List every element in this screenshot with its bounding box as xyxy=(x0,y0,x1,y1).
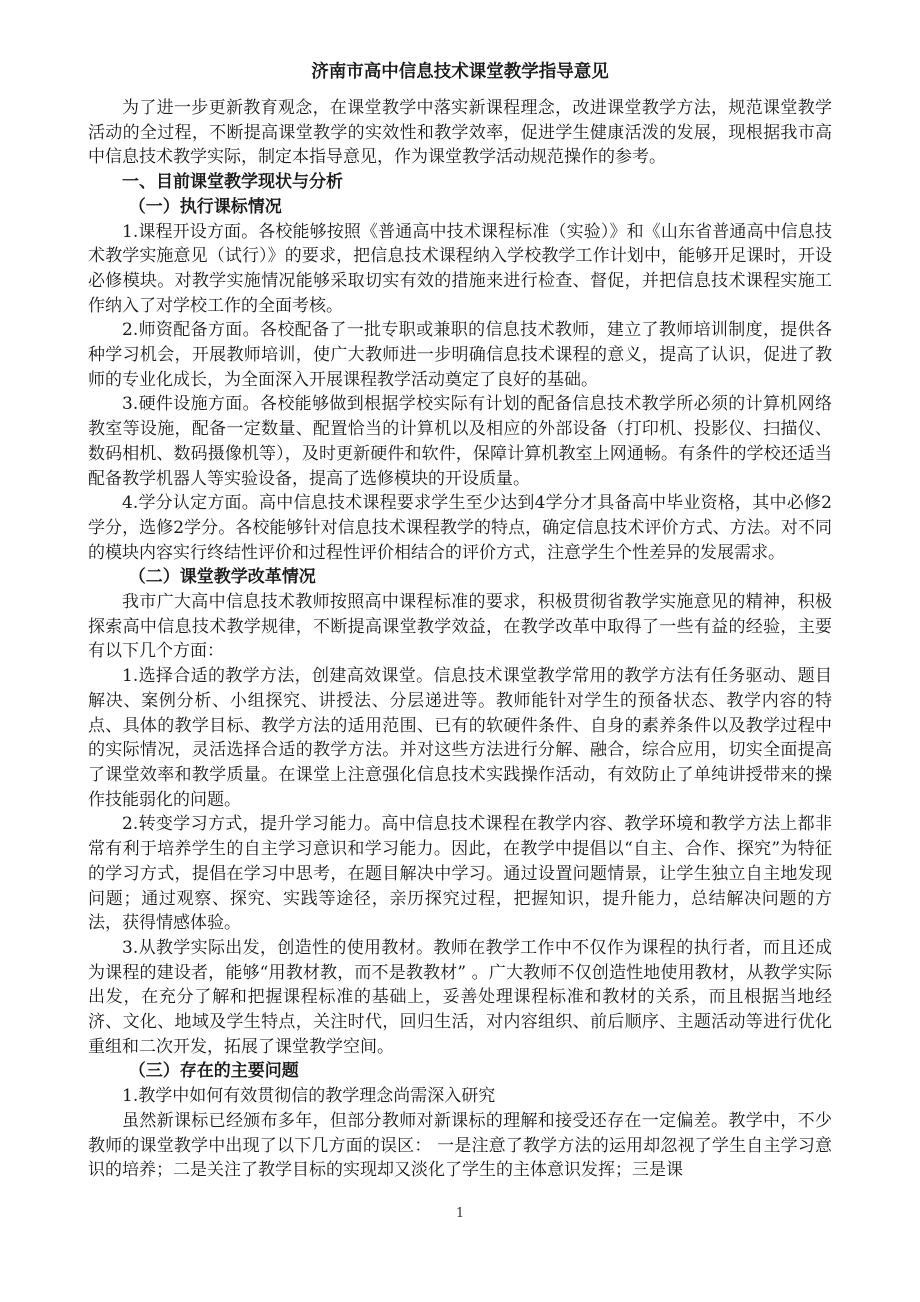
page-number: 1 xyxy=(455,1206,465,1221)
paragraph: 1.选择合适的教学方法，创建高效课堂。信息技术课堂教学常用的教学方法有任务驱动、题目解决、案例分析、小组探究、讲授法、分层递进等。教师能针对学生的预备状态、教学内容的特点、具体的教学目标、教学方法的适用范围、已有的软硬件条件、自身的素养条件以及教学过程中的实际情况，灵活选择合适的教学方法。并对这些方法进行分解、融合，综合应用，切实全面提高了课堂效率和教学质量。在课堂上注意强化信息技术实践操作活动，有效防止了单纯讲授带来的操作技能弱化的问题。 xyxy=(88,666,832,810)
subsection-heading: （二）课堂教学改革情况 xyxy=(128,567,316,588)
subsection-heading: （一）执行课标情况 xyxy=(128,196,282,217)
paragraph: 2.师资配备方面。各校配备了一批专职或兼职的信息技术教师，建立了教师培训制度，提供各种学习机会，开展教师培训，使广大教师进一步明确信息技术课程的意义，提高了认识，促进了教师的专业化成长，为全面深入开展课程教学活动奠定了良好的基础。 xyxy=(88,320,832,390)
paragraph: 1.课程开设方面。各校能够按照《普通高中技术课程标准（实验）》和《山东省普通高中信息技术教学实施意见（试行）》的要求，把信息技术课程纳入学校教学工作计划中，能够开足课时，开设必修模块。对教学实施情况能够采取切实有效的措施来进行检查、督促，并把信息技术课程实施工作纳入了对学校工作的全面考核。 xyxy=(88,221,832,316)
paragraph: 为了进一步更新教育观念，在课堂教学中落实新课程理念，改进课堂教学方法，规范课堂教学活动的全过程，不断提高课堂教学的实效性和教学效率，促进学生健康活泼的发展，现根据我市高中信息技术教学实际，制定本指导意见，作为课堂教学活动规范操作的参考。 xyxy=(88,98,832,168)
section-heading: 一、目前课堂教学现状与分析 xyxy=(122,172,343,193)
paragraph: 虽然新课标已经颁布多年，但部分教师对新课标的理解和接受还存在一定偏差。教学中，不少教师的课堂教学中出现了以下几方面的误区： 一是注意了教学方法的运用却忽视了学生自主学习意识的培养；二是关注了教学目标的实现却又淡化了学生的主体意识发挥；三是课 xyxy=(88,1110,832,1181)
paragraph: 1.教学中如何有效贯彻信的教学理念尚需深入研究 xyxy=(122,1086,496,1107)
document-title: 济南市高中信息技术课堂教学指导意见 xyxy=(311,62,609,82)
paragraph: 4.学分认定方面。高中信息技术课程要求学生至少达到4学分才具备高中毕业资格，其中必修2学分，选修2学分。各校能够针对信息技术课程教学的特点，确定信息技术评价方式、方法。对不同的模块内容实行终结性评价和过程性评价相结合的评价方式，注意学生个性差异的发展需求。 xyxy=(88,493,832,563)
subsection-heading: （三）存在的主要问题 xyxy=(128,1061,299,1082)
paragraph: 3.从教学实际出发，创造性的使用教材。教师在教学工作中不仅作为课程的执行者，而且还成为课程的建设者，能够“用教材教，而不是教教材” 。广大教师不仅创造性地使用教材，从教学实际出发，在充分了解和把握课程标准的基础上，妥善处理课程标准和教材的关系，而且根据当地经济、文化、地域及学生特点，关注时代，回归生活，对内容组织、前后顺序、主题活动等进行优化重组和二次开发，拓展了课堂教学空间。 xyxy=(88,937,832,1057)
paragraph: 3.硬件设施方面。各校能够做到根据学校实际有计划的配备信息技术教学所必须的计算机网络教室等设施，配备一定数量、配置恰当的计算机以及相应的外部设备（打印机、投影仪、扫描仪、数码相机、数码摄像机等），及时更新硬件和软件，保障计算机教室上网通畅。有条件的学校还适当配备教学机器人等实验设备，提高了选修模块的开设质量。 xyxy=(88,394,832,489)
paragraph: 2.转变学习方式，提升学习能力。高中信息技术课程在教学内容、教学环境和教学方法上都非常有利于培养学生的自主学习意识和学习能力。因此，在教学中提倡以“自主、合作、探究”为特征的学习方式，提倡在学习中思考，在题目解决中学习。通过设置问题情景，让学生独立自主地发现问题；通过观察、探究、实践等途径，亲历探究过程，把握知识，提升能力，总结解决问题的方法，获得情感体验。 xyxy=(88,814,832,934)
paragraph: 我市广大高中信息技术教师按照高中课程标准的要求，积极贯彻省教学实施意见的精神，积极探索高中信息技术教学规律，不断提高课堂教学效益，在教学改革中取得了一些有益的经验，主要有以下几个方面： xyxy=(88,592,832,662)
document-body xyxy=(88,96,832,1183)
